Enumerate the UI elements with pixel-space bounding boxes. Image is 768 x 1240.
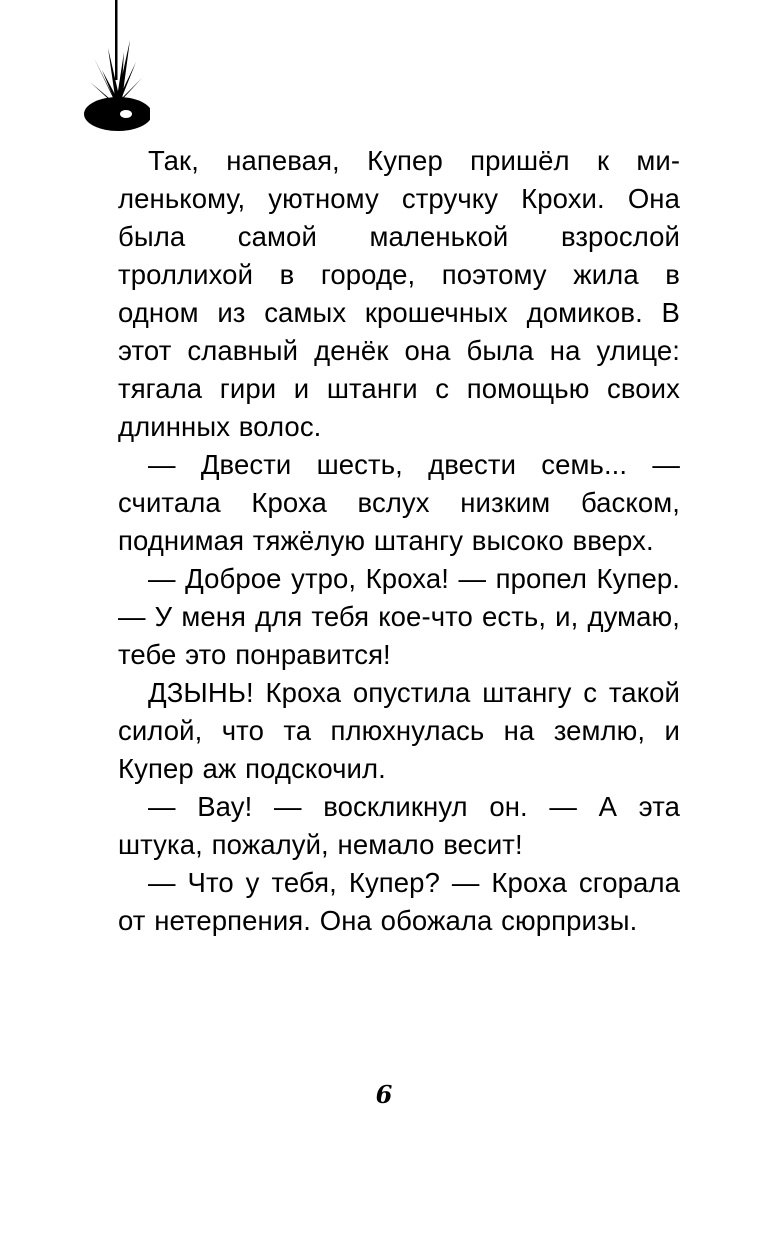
paragraph: — Что у тебя, Купер? — Кроха сгорала от нетерпения. Она обожала сюрпризы. [118, 867, 680, 936]
paragraph: ДЗЫНЬ! Кроха опустила штангу с такой силой, что та плюхнулась на землю, и Купер аж подскочил. [118, 677, 680, 784]
page-number: 6 [375, 1080, 393, 1109]
paragraph: — Двести шесть, двести семь... — считала Кроха вслух низким баском, поднимая тяжёлую штангу высоко вверх. [118, 449, 680, 556]
grass-tuft-icon [80, 0, 150, 140]
paragraph: Так, напевая, Купер пришёл к миленькому, уютному стручку Крохи. Она была самой маленькой взрослой троллихой в городе, поэтому жила в одном из самых крошечных домиков. В этот славный денёк она была на улице: тягала гири и штанги с помощью своих длинных волос. [118, 145, 680, 442]
paragraph: — Вау! — воскликнул он. — А эта штука, пожалуй, немало весит! [118, 791, 680, 860]
text-block [118, 142, 680, 940]
paragraph: — Доброе утро, Кроха! — пропел Купер. — У меня для тебя кое-что есть, и, думаю, тебе это понравится! [118, 563, 680, 670]
